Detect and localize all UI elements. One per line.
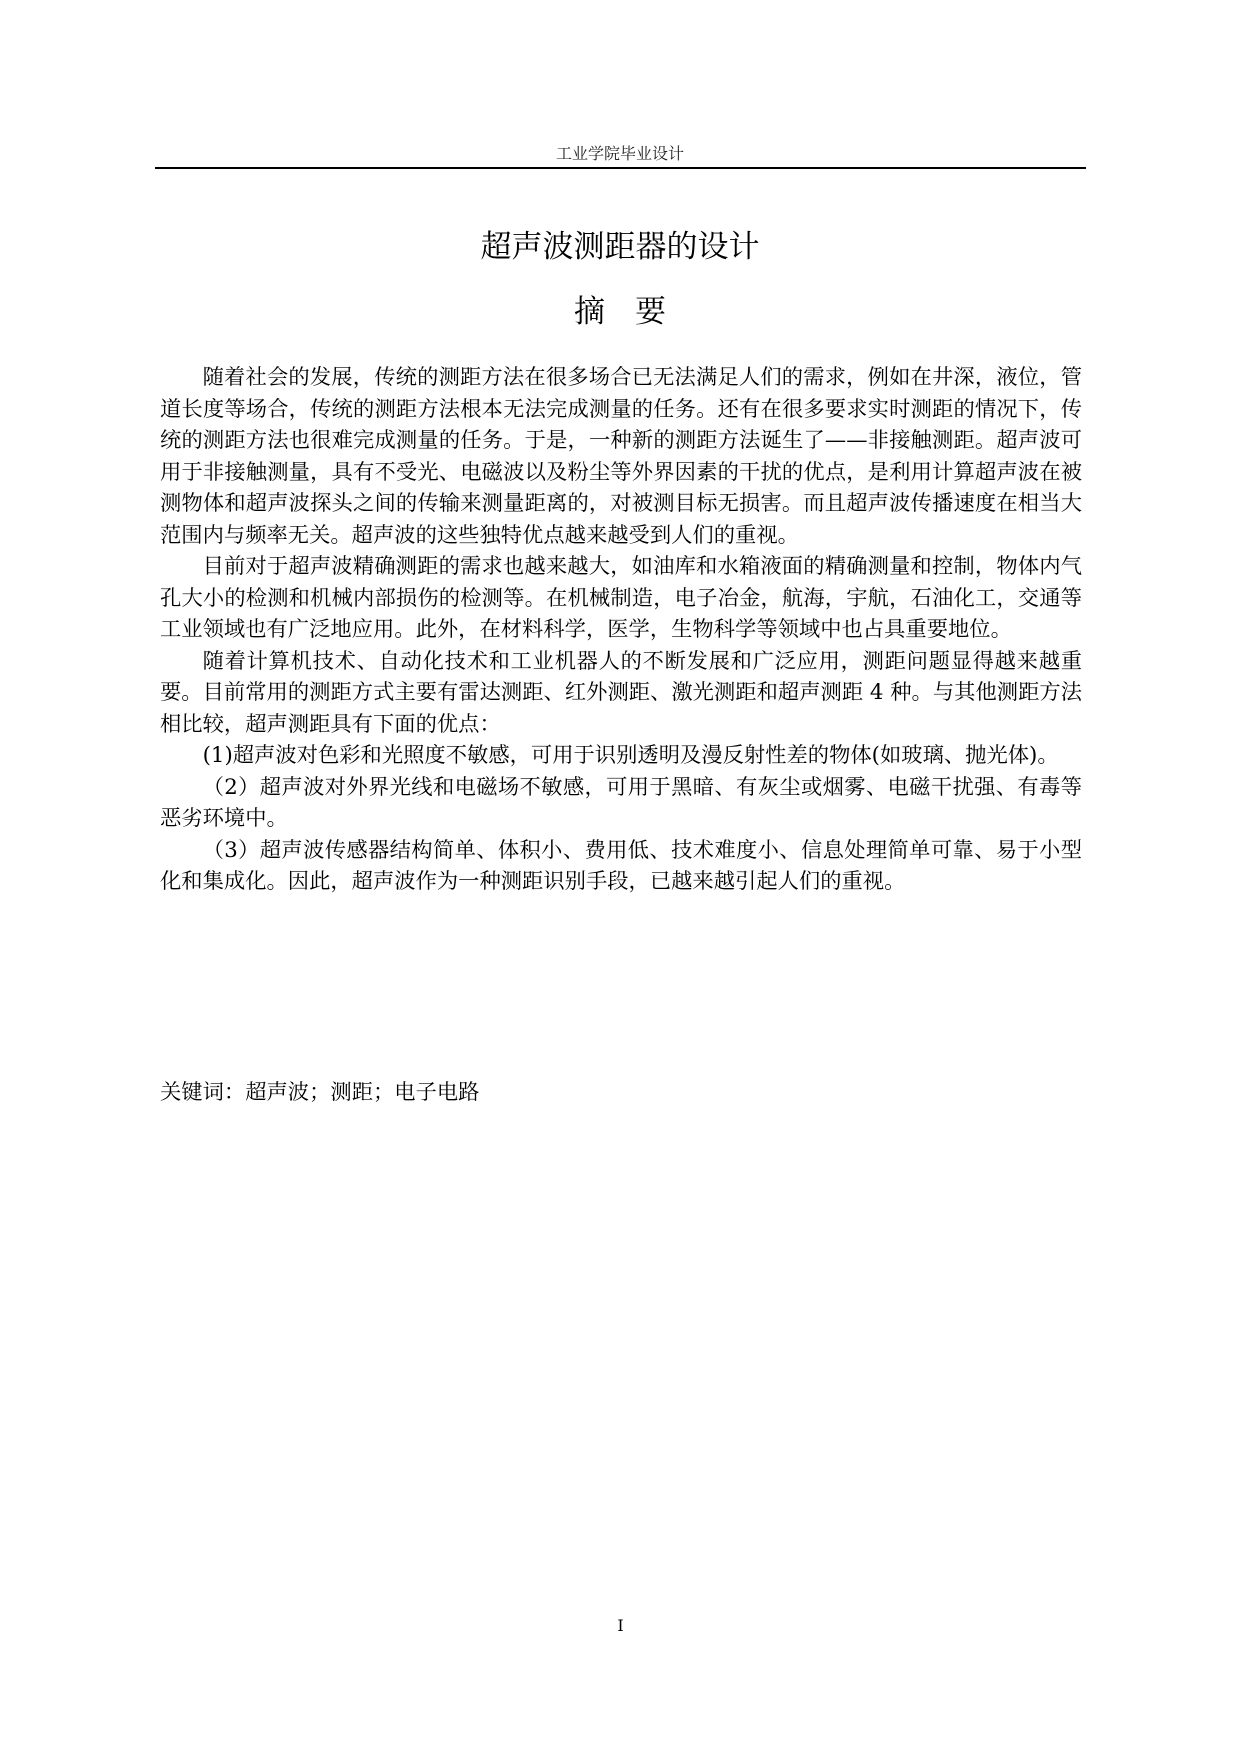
header-divider — [155, 167, 1086, 169]
page-number: I — [617, 1616, 624, 1635]
abstract-paragraph: 随着计算机技术、自动化技术和工业机器人的不断发展和广泛应用，测距问题显得越来越重要。目前常用的测距方式主要有雷达测距、红外测距、激光测距和超声测距 4 种。与其他测距方法相比较，超声测距具有下面的优点： — [160, 648, 1082, 737]
keywords-line — [160, 1077, 1082, 1109]
advantage-item-3: （3）超声波传感器结构简单、体积小、费用低、技术难度小、信息处理简单可靠、易于小型化和集成化。因此，超声波作为一种测距识别手段，已越来越引起人们的重视。 — [160, 837, 1082, 894]
abstract-paragraph: 目前对于超声波精确测距的需求也越来越大，如油库和水箱液面的精确测量和控制，物体内气孔大小的检测和机械内部损伤的检测等。在机械制造，电子冶金，航海，宇航，石油化工，交通等工业领域也有广泛地应用。此外，在材料科学，医学，生物科学等领域中也占具重要地位。 — [160, 554, 1082, 642]
advantage-item-1: (1)超声波对色彩和光照度不敏感，可用于识别透明及漫反射性差的物体(如玻璃、抛光体)。 — [202, 743, 1059, 768]
abstract-body — [160, 362, 1082, 898]
abstract-paragraph: 随着社会的发展，传统的测距方法在很多场合已无法满足人们的需求，例如在井深，液位，管道长度等场合，传统的测距方法根本无法完成测量的任务。还有在很多要求实时测距的情况下，传统的测距方法也很难完成测量的任务。于是，一种新的测距方法诞生了——非接触测距。超声波可用于非接触测量，具有不受光、电磁波以及粉尘等外界因素的干扰的优点，是利用计算超声波在被测物体和超声波探头之间的传输来测量距离的，对被测目标无损害。而且超声波传播速度在相当大范围内与频率无关。超声波的这些独特优点越来越受到人们的重视。 — [160, 365, 1082, 548]
keywords-label: 关键词： — [160, 1080, 246, 1105]
keywords-value: 超声波；测距；电子电路 — [245, 1080, 480, 1105]
abstract-heading: 摘要 — [574, 294, 696, 330]
advantage-item-2: （2）超声波对外界光线和电磁场不敏感，可用于黑暗、有灰尘或烟雾、电磁干扰强、有毒等恶劣环境中。 — [160, 774, 1082, 831]
document-title: 超声波测距器的设计 — [480, 229, 760, 265]
running-header: 工业学院毕业设计 — [555, 144, 684, 163]
